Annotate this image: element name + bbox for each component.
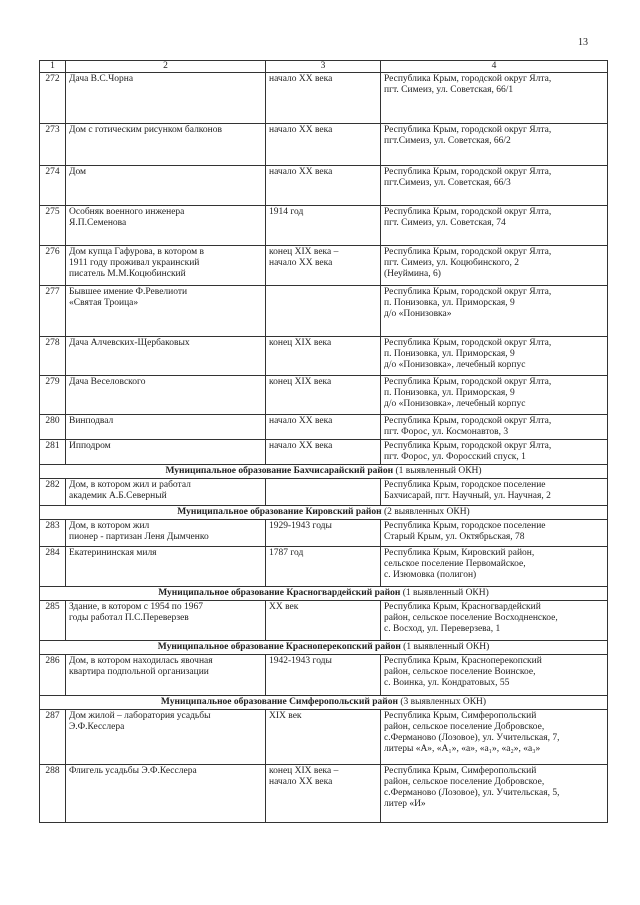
item-address-line: с. Восход, ул. Переверзева, 1 [384, 624, 501, 634]
item-address [381, 376, 608, 415]
item-address-line: Бахчисарай, пгт. Научный, ул. Научная, 2 [384, 491, 551, 501]
item-name-line: академик А.Б.Северный [69, 491, 167, 501]
item-name-line: Дом [69, 167, 87, 177]
item-address-line: Республика Крым, городской округ Ялта, [384, 167, 552, 177]
item-address [381, 337, 608, 376]
item-address [381, 547, 608, 587]
item-name-line: годы работал П.С.Переверзев [69, 613, 189, 623]
item-date [266, 520, 381, 547]
section-header [40, 465, 608, 479]
table-row [40, 246, 608, 286]
item-number: 279 [40, 376, 66, 415]
item-address-line: п. Понизовка, ул. Приморская, 9 [384, 388, 515, 398]
item-name-line: квартира подпольной организации [69, 667, 209, 677]
item-address-line: Республика Крым, городской округ Ялта, [384, 441, 552, 451]
item-number: 280 [40, 415, 66, 440]
table-row [40, 376, 608, 415]
item-date [266, 655, 381, 696]
item-name-line: Здание, в котором с 1954 по 1967 [69, 602, 203, 612]
item-date-line: XX век [269, 602, 299, 612]
table-row [40, 440, 608, 465]
item-address-line: сельское поселение Первомайское, [384, 559, 526, 569]
item-date [266, 415, 381, 440]
column-header-date: 3 [266, 61, 381, 73]
item-date [266, 765, 381, 823]
item-address-line: п. Понизовка, ул. Приморская, 9 [384, 349, 515, 359]
section-count: (2 выявленных ОКН) [383, 507, 470, 517]
item-name-line: Дом, в котором находилась явочная [69, 656, 213, 666]
item-address-line: Республика Крым, городской округ Ялта, [384, 287, 552, 297]
item-address-line: Республика Крым, Красноперекопский [384, 656, 542, 666]
item-date [266, 286, 381, 337]
item-address-line: Республика Крым, городское поселение [384, 480, 546, 490]
item-date-line: конец XIX века – [269, 247, 339, 257]
item-number: 282 [40, 479, 66, 506]
section-header-row [40, 506, 608, 520]
item-name [66, 376, 266, 415]
item-date [266, 206, 381, 246]
item-date-line: конец XIX века [269, 338, 332, 348]
item-date-line: конец XIX века – [269, 766, 339, 776]
item-number: 287 [40, 710, 66, 765]
item-name-line: пионер - партизан Леня Дымченко [69, 532, 209, 542]
item-name [66, 479, 266, 506]
item-name-line: Дача Веселовского [69, 377, 146, 387]
item-name-line: 1911 году проживал украинский [69, 258, 200, 268]
item-address-line: п. Понизовка, ул. Приморская, 9 [384, 298, 515, 308]
item-date-line: начало XX века [269, 74, 333, 84]
section-title: Муниципальное образование Бахчисарайский район [165, 466, 394, 476]
section-count: (1 выявленный ОКН) [402, 588, 489, 598]
item-date-line: начало XX века [269, 777, 333, 787]
item-address [381, 440, 608, 465]
item-name-line: Винподвал [69, 416, 114, 426]
item-name-line: Особняк военного инженера [69, 207, 185, 217]
item-address-line: Республика Крым, городской округ Ялта, [384, 377, 552, 387]
item-date-line: начало XX века [269, 258, 333, 268]
table-body [40, 61, 608, 823]
item-address-line: Республика Крым, городской округ Ялта, [384, 74, 552, 84]
section-count: (3 выявленных ОКН) [400, 697, 487, 707]
item-name [66, 601, 266, 641]
section-title: Муниципальное образование Красноперекопский район [157, 642, 401, 652]
item-name-line: Э.Ф.Кесслера [69, 722, 125, 732]
page-number: 13 [578, 37, 588, 48]
item-date [266, 124, 381, 166]
item-address-line: с. Воинка, ул. Кондратовых, 55 [384, 678, 510, 688]
item-address-line: пгт.Симеиз, ул. Советская, 66/2 [384, 136, 511, 146]
item-name [66, 440, 266, 465]
item-name [66, 765, 266, 823]
item-date-line: начало XX века [269, 416, 333, 426]
item-address-line: Республика Крым, городской округ Ялта, [384, 338, 552, 348]
item-address [381, 520, 608, 547]
item-name [66, 655, 266, 696]
item-name-line: Бывшее имение Ф.Ревелиоти [69, 287, 188, 297]
item-number: 272 [40, 73, 66, 124]
item-address-line: Старый Крым, ул. Октябрьская, 78 [384, 532, 525, 542]
item-address-line: Республика Крым, городское поселение [384, 521, 546, 531]
item-date [266, 440, 381, 465]
item-name [66, 710, 266, 765]
table-row [40, 547, 608, 587]
item-date [266, 710, 381, 765]
item-date-line: 1914 год [269, 207, 304, 217]
item-date [266, 246, 381, 286]
item-name-line: писатель М.М.Коцюбинский [69, 269, 186, 279]
item-name-line: Дом с готическим рисунком балконов [69, 125, 223, 135]
table-row [40, 337, 608, 376]
item-address-line: пгт. Форос, ул. Космонавтов, 3 [384, 427, 509, 437]
item-name-line: «Святая Троица» [69, 298, 139, 308]
item-number: 274 [40, 166, 66, 206]
item-date [266, 601, 381, 641]
table-row [40, 73, 608, 124]
table-row [40, 415, 608, 440]
table-row [40, 520, 608, 547]
item-date [266, 479, 381, 506]
table-row [40, 479, 608, 506]
item-name-line: Дача Алчевских-Щербаковых [69, 338, 190, 348]
item-address-line: район, сельское поселение Добровское, [384, 722, 545, 732]
item-number: 283 [40, 520, 66, 547]
item-address-line: пгт. Симеиз, ул. Коцюбинского, 2 [384, 258, 520, 268]
item-address [381, 246, 608, 286]
item-address [381, 415, 608, 440]
item-date [266, 376, 381, 415]
item-address-line: с.Ферманово (Лозовое), ул. Учительская, 7, [384, 733, 560, 743]
column-header-name: 2 [66, 61, 266, 73]
section-header-row [40, 696, 608, 710]
item-address-line: пгт. Форос, ул. Форосский спуск, 1 [384, 452, 526, 462]
item-date-line: XIX век [269, 711, 302, 721]
item-date-line: конец XIX века [269, 377, 332, 387]
column-header-address: 4 [381, 61, 608, 73]
table-row [40, 166, 608, 206]
table-row [40, 765, 608, 823]
item-date-line: начало XX века [269, 125, 333, 135]
section-header [40, 641, 608, 655]
item-name-line: Дом, в котором жил и работал [69, 480, 191, 490]
item-number: 284 [40, 547, 66, 587]
item-date-line: 1787 год [269, 548, 304, 558]
item-address-line: д/о «Понизовка», лечебный корпус [384, 399, 526, 409]
item-name [66, 520, 266, 547]
item-name-line: Флигель усадьбы Э.Ф.Кесслера [69, 766, 197, 776]
section-title: Муниципальное образование Кировский район [177, 507, 382, 517]
item-address [381, 73, 608, 124]
item-address-line: Республика Крым, городской округ Ялта, [384, 416, 552, 426]
item-number: 275 [40, 206, 66, 246]
item-address-line: район, сельское поселение Воинское, [384, 667, 536, 677]
item-address-line: Республика Крым, городской округ Ялта, [384, 125, 552, 135]
item-address-line: пгт. Симеиз, ул. Советская, 74 [384, 218, 506, 228]
table-row [40, 601, 608, 641]
column-header-number: 1 [40, 61, 66, 73]
item-name-line: Дача В.С.Чорна [69, 74, 134, 84]
section-title: Муниципальное образование Симферопольский район [160, 697, 398, 707]
section-header [40, 587, 608, 601]
item-name-line: Екатерининская миля [69, 548, 157, 558]
item-number: 286 [40, 655, 66, 696]
item-address [381, 765, 608, 823]
item-address-line: д/о «Понизовка», лечебный корпус [384, 360, 526, 370]
item-address [381, 166, 608, 206]
item-address [381, 286, 608, 337]
item-address [381, 124, 608, 166]
item-name-line: Ипподром [69, 441, 111, 451]
item-number: 276 [40, 246, 66, 286]
item-address-line: Республика Крым, Симферопольский [384, 711, 537, 721]
item-address-line: литер «И» [384, 799, 426, 809]
item-date-line: 1929-1943 годы [269, 521, 332, 531]
item-name [66, 166, 266, 206]
column-header-row [40, 61, 608, 73]
item-address-line: Республика Крым, Кировский район, [384, 548, 535, 558]
section-count: (1 выявленный ОКН) [395, 466, 482, 476]
item-name [66, 415, 266, 440]
section-header-row [40, 465, 608, 479]
item-address-line: Республика Крым, городской округ Ялта, [384, 247, 552, 257]
item-address-line: с. Изюмовка (полигон) [384, 570, 477, 580]
item-address-line: район, сельское поселение Добровское, [384, 777, 545, 787]
section-header-row [40, 641, 608, 655]
table-row [40, 206, 608, 246]
item-name [66, 286, 266, 337]
item-address [381, 710, 608, 765]
table-row [40, 124, 608, 166]
item-date-line: начало XX века [269, 441, 333, 451]
table-row [40, 710, 608, 765]
item-address-line: д/о «Понизовка» [384, 309, 452, 319]
item-date [266, 73, 381, 124]
item-name [66, 246, 266, 286]
item-number: 281 [40, 440, 66, 465]
item-name-line: Дом жилой – лаборатория усадьбы [69, 711, 211, 721]
item-address-line: литеры «А», «А₁», «а», «а₁», «а₂», «а₃» [384, 744, 541, 754]
item-name-line: Дом, в котором жил [69, 521, 150, 531]
section-title: Муниципальное образование Красногвардейский район [158, 588, 401, 598]
item-address-line: Республика Крым, Симферопольский [384, 766, 537, 776]
section-count: (1 выявленный ОКН) [403, 642, 490, 652]
table-row [40, 655, 608, 696]
heritage-register-table [39, 60, 608, 823]
item-address [381, 206, 608, 246]
item-address-line: с.Ферманово (Лозовое), ул. Учительская, 5, [384, 788, 560, 798]
item-address-line: Республика Крым, Красногвардейский [384, 602, 541, 612]
item-number: 273 [40, 124, 66, 166]
item-address-line: район, сельское поселение Восходненское, [384, 613, 558, 623]
section-header [40, 506, 608, 520]
item-name [66, 337, 266, 376]
item-date-line: начало XX века [269, 167, 333, 177]
item-number: 277 [40, 286, 66, 337]
section-header [40, 696, 608, 710]
table-row [40, 286, 608, 337]
item-name [66, 73, 266, 124]
item-number: 278 [40, 337, 66, 376]
item-date [266, 547, 381, 587]
item-address [381, 479, 608, 506]
item-address-line: пгт.Симеиз, ул. Советская, 66/3 [384, 178, 511, 188]
item-name [66, 124, 266, 166]
item-number: 285 [40, 601, 66, 641]
item-date [266, 337, 381, 376]
item-address [381, 601, 608, 641]
item-name [66, 206, 266, 246]
item-address [381, 655, 608, 696]
item-date [266, 166, 381, 206]
item-address-line: Республика Крым, городской округ Ялта, [384, 207, 552, 217]
item-address-line: пгт. Симеиз, ул. Советская, 66/1 [384, 85, 514, 95]
item-number: 288 [40, 765, 66, 823]
section-header-row [40, 587, 608, 601]
item-name [66, 547, 266, 587]
item-date-line: 1942-1943 годы [269, 656, 332, 666]
item-name-line: Дом купца Гафурова, в котором в [69, 247, 204, 257]
item-name-line: Я.П.Семенова [69, 218, 127, 228]
item-address-line: (Неуймина, 6) [384, 269, 441, 279]
